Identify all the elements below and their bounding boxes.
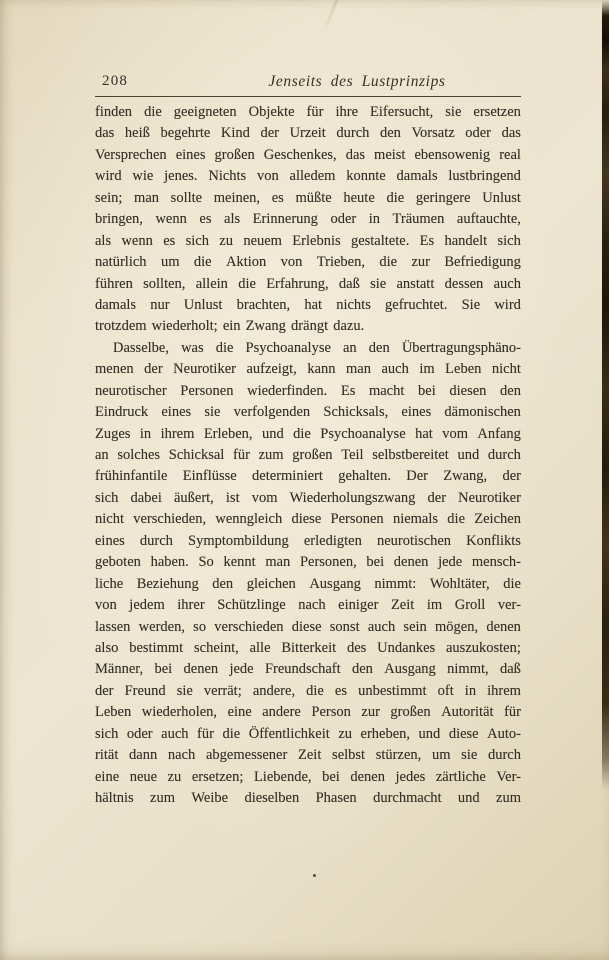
text-line: eines durch Symptombildung erledigten neurotischen Konflikts	[95, 532, 521, 549]
text-line: von jedem ihrer Schützlinge nach einiger Zeit im Groll ver-	[95, 597, 521, 614]
text-line: liche Beziehung den gleichen Ausgang nimmt: Wohltäter, die	[95, 575, 521, 592]
text-line: als wenn es sich zu neuem Erlebnis gestaltete. Es handelt sich	[95, 232, 521, 249]
paper-speck	[313, 874, 316, 877]
page-edge-shadow	[602, 0, 609, 790]
text-line: trotzdem wiederholt; ein Zwang drängt dazu.	[95, 318, 365, 335]
text-line: sein; man sollte meinen, es müßte heute die geringere Unlust	[95, 189, 521, 206]
header-rule	[95, 96, 521, 97]
text-line: Eindruck eines sie verfolgenden Schicksals, eines dämonischen	[95, 404, 521, 421]
running-header	[95, 73, 521, 93]
text-line: das heiß begehrte Kind der Urzeit durch den Vorsatz oder das	[95, 125, 521, 142]
text-line: hältnis zum Weibe dieselben Phasen durchmacht und zum	[95, 790, 521, 806]
text-line: finden die geeigneten Objekte für ihre Eifersucht, sie ersetzen	[95, 104, 521, 120]
text-line: also bestimmt scheint, alle Bitterkeit des Undankes auszukosten;	[95, 639, 521, 656]
page-number: 208	[102, 73, 129, 89]
text-line: Versprechen eines großen Geschenkes, das meist ebensowenig real	[95, 146, 521, 163]
text-line: der Freund sie verrät; andere, die es unbestimmt oft in ihrem	[95, 682, 521, 699]
body-lines	[95, 102, 521, 809]
text-line: lassen werden, so verschieden diese sonst auch sein mögen, denen	[95, 618, 521, 635]
text-line: an solches Schicksal für zum großen Teil selbstbereitet und durch	[95, 447, 521, 463]
text-line: führen sollten, allein die Erfahrung, daß sie anstatt dessen auch	[95, 275, 521, 292]
text-line: nicht verschieden, wenngleich diese Personen niemals die Zeichen	[95, 511, 521, 528]
text-line: damals nur Unlust brachten, hat nichts gefruchtet. Sie wird	[95, 296, 521, 313]
text-line: Leben wiederholen, eine andere Person zur großen Autorität für	[95, 704, 521, 721]
text-line: sich dabei äußert, ist vom Wiederholungszwang der Neurotiker	[95, 489, 521, 506]
text-line: bringen, wenn es als Erinnerung oder in Träumen auftauchte,	[95, 211, 521, 228]
text-line: geboten haben. So kennt man Personen, bei denen jede mensch-	[95, 554, 521, 571]
text-line: neurotischer Personen wiederfinden. Es macht bei diesen den	[95, 382, 521, 399]
text-line: Dasselbe, was die Psychoanalyse an den Übertragungsphäno-	[113, 339, 521, 356]
text-line: menen der Neurotiker aufzeigt, kann man auch im Leben nicht	[95, 361, 521, 378]
text-line: rität dann nach abgemessener Zeit selbst stürzen, um sie durch	[95, 747, 521, 764]
text-line: natürlich um die Aktion von Trieben, die zur Befriedigung	[95, 254, 521, 271]
text-line: Männer, bei denen jede Freundschaft den Ausgang nimmt, daß	[95, 661, 521, 678]
text-line: frühinfantile Einflüsse determiniert gehalten. Der Zwang, der	[95, 468, 521, 485]
paper-crease	[321, 0, 341, 35]
running-title: Jenseits des Lustprinzips	[268, 73, 446, 90]
text-line: eine neue zu ersetzen; Liebende, bei denen jedes zärtliche Ver-	[95, 768, 521, 785]
text-line: Zuges in ihrem Erleben, und die Psychoanalyse hat vom Anfang	[95, 425, 521, 442]
text-line: sich oder auch für die Öffentlichkeit zu erheben, und diese Auto-	[95, 725, 521, 742]
text-line: wird wie jenes. Nichts von alledem konnte damals lustbringend	[95, 168, 521, 185]
